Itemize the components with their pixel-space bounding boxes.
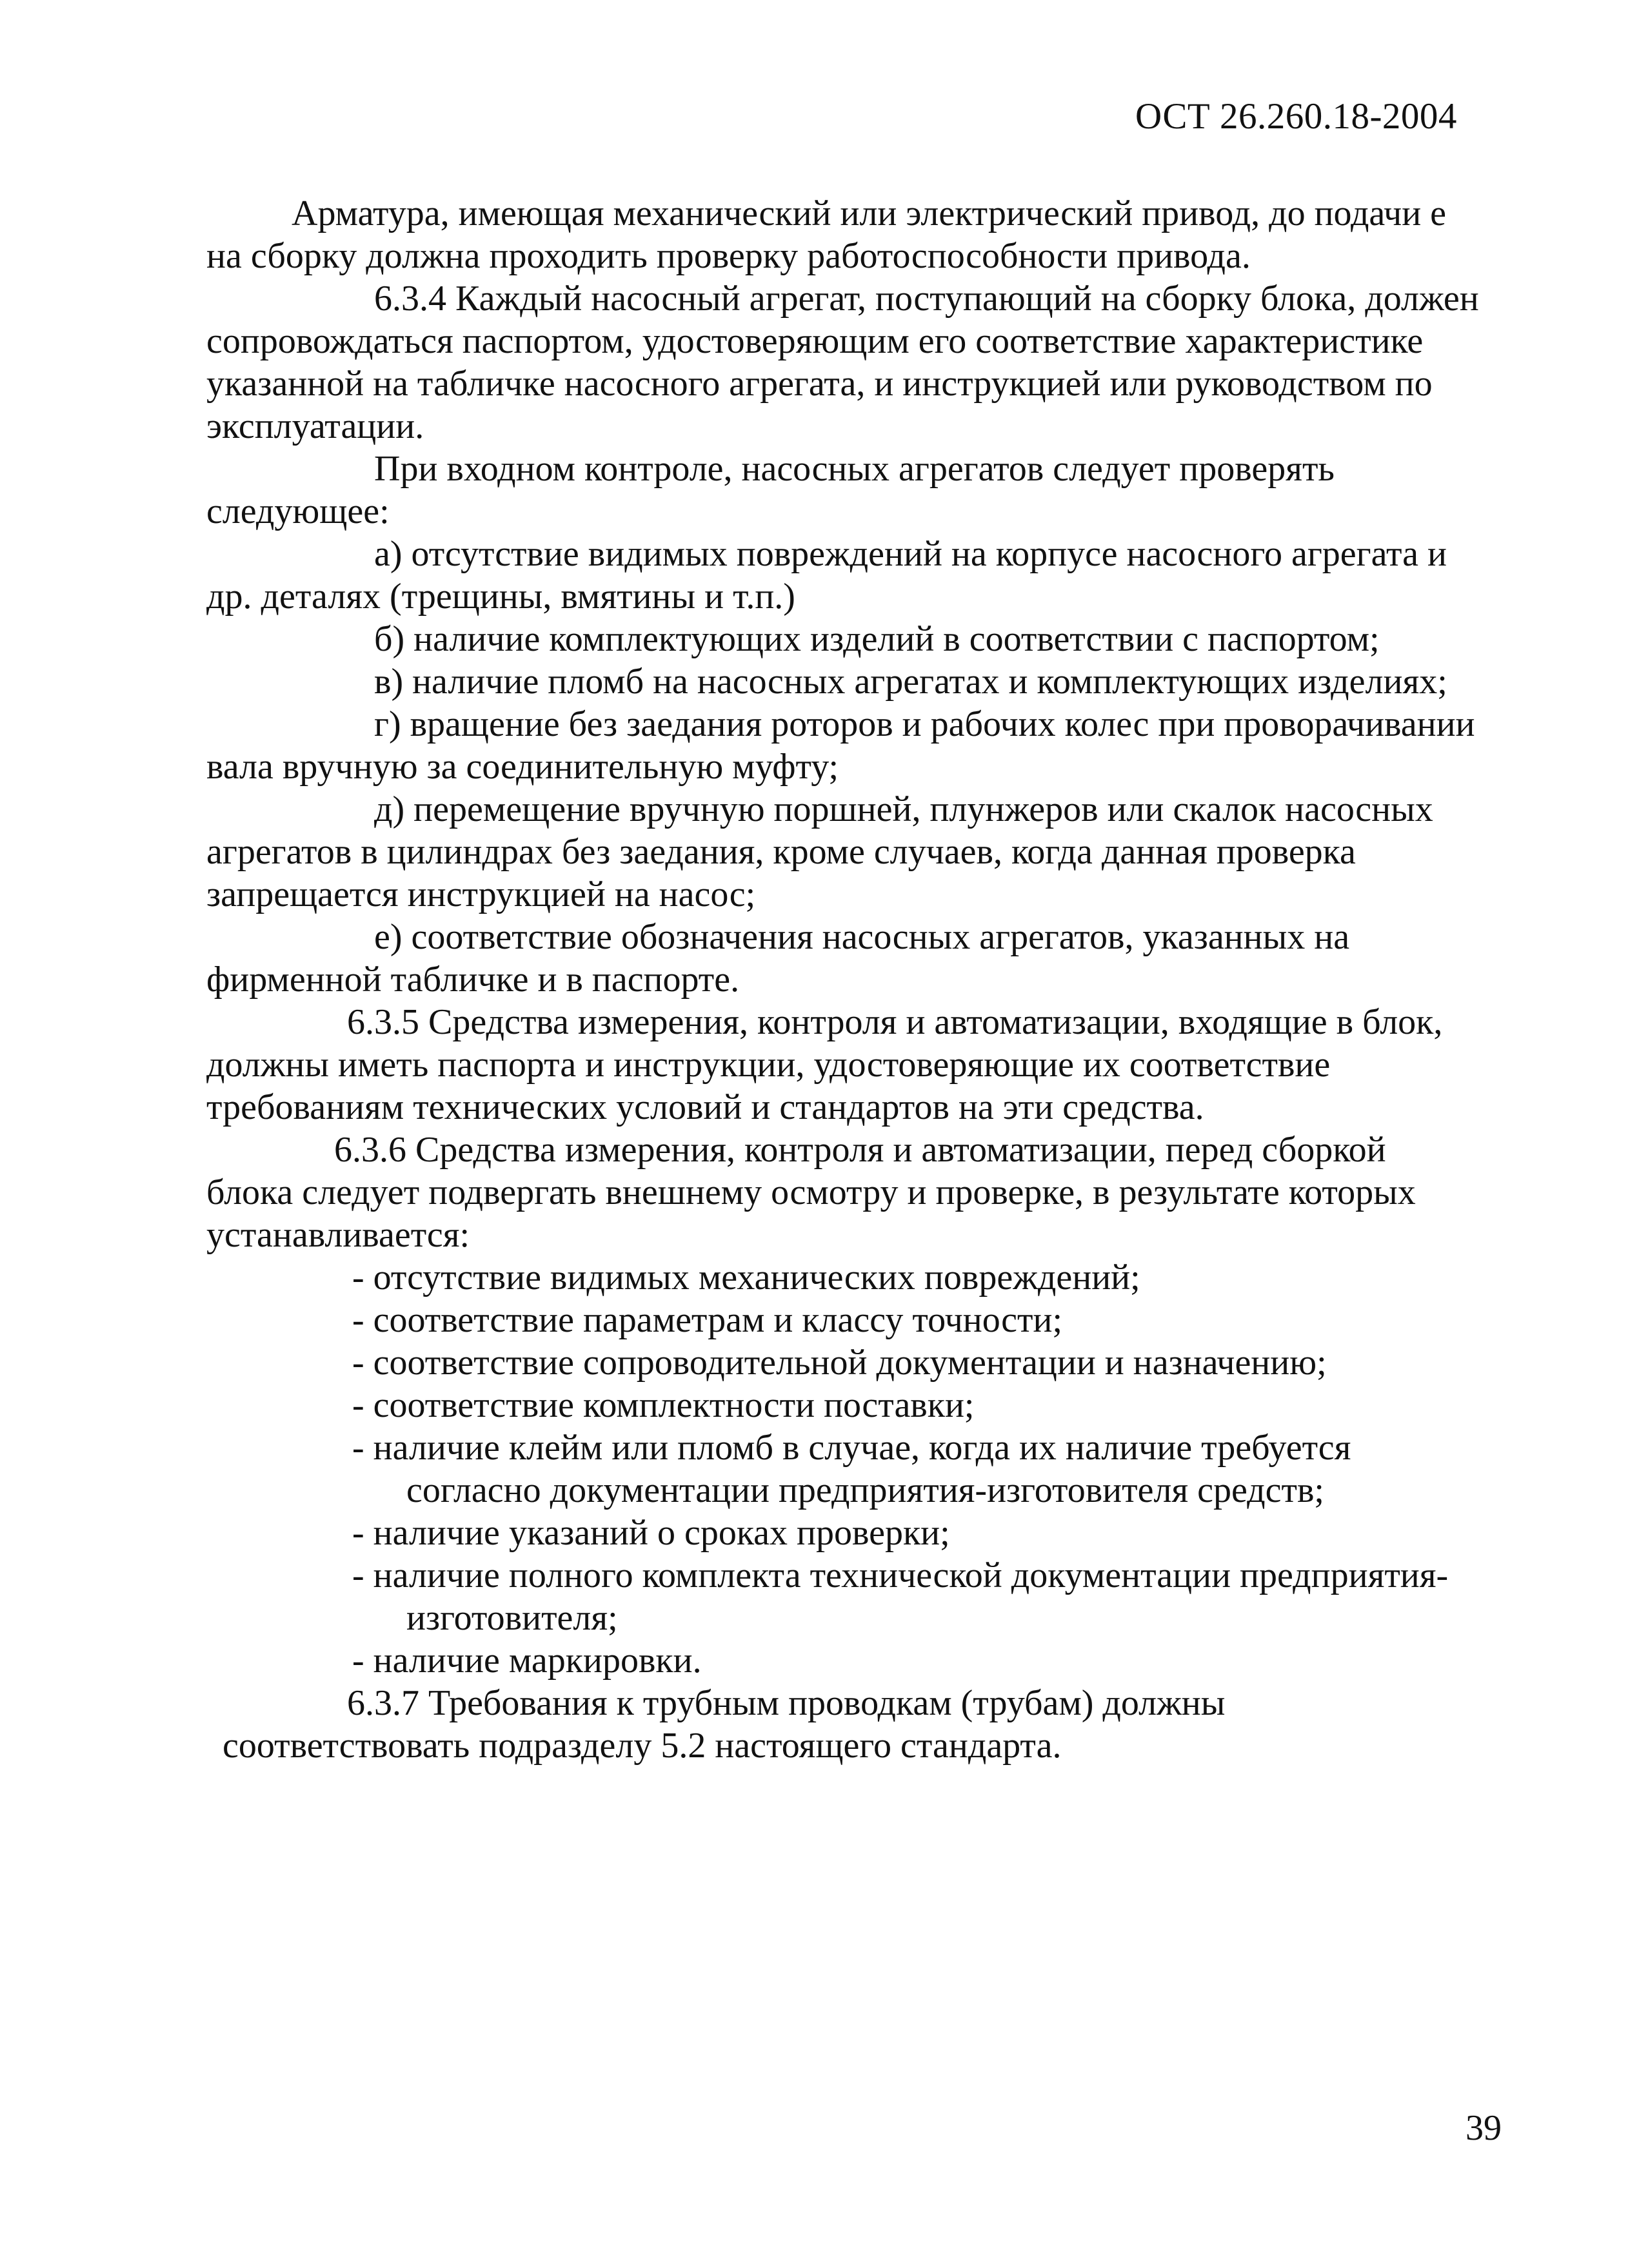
list-item: - соответствие параметрам и классу точности; — [352, 1300, 1062, 1340]
text-line: запрещается инструкцией на насос; — [206, 874, 756, 914]
text-line: б) наличие комплектующих изделий в соответствии с паспортом; — [374, 619, 1380, 659]
text-line: др. деталях (трещины, вмятины и т.п.) — [206, 577, 795, 616]
list-item: - наличие клейм или пломб в случае, когда их наличие требуется — [352, 1428, 1351, 1468]
text-line: следующее: — [206, 491, 390, 531]
list-item: - соответствие комплектности поставки; — [352, 1385, 975, 1425]
text-line: сопровождаться паспортом, удостоверяющим его соответствие характеристике — [206, 321, 1424, 361]
text-line: При входном контроле, насосных агрегатов следует проверять — [374, 449, 1335, 489]
text-line: блока следует подвергать внешнему осмотру и проверке, в результате которых — [206, 1172, 1416, 1212]
text-line: устанавливается: — [206, 1215, 470, 1255]
text-line: д) перемещение вручную поршней, плунжеров или скалок насосных — [374, 789, 1433, 829]
page-number: 39 — [1466, 2108, 1502, 2148]
list-item: - отсутствие видимых механических повреждений; — [352, 1257, 1140, 1297]
text-line: соответствовать подразделу 5.2 настоящего стандарта. — [223, 1726, 1062, 1766]
text-line: фирменной табличке и в паспорте. — [206, 960, 740, 1000]
list-item: - наличие указаний о сроках проверки; — [352, 1513, 950, 1553]
text-line: 6.3.5 Средства измерения, контроля и автоматизации, входящие в блок, — [347, 1002, 1443, 1042]
text-line: указанной на табличке насосного агрегата, и инструкцией или руководством по — [206, 364, 1433, 404]
list-item: - соответствие сопроводительной документации и назначению; — [352, 1343, 1327, 1383]
text-line: г) вращение без заедания роторов и рабочих колес при проворачивании — [374, 704, 1475, 744]
list-item: - наличие полного комплекта технической документации предприятия- — [352, 1555, 1449, 1595]
text-line: е) соответствие обозначения насосных агрегатов, указанных на — [374, 917, 1350, 957]
text-line: в) наличие пломб на насосных агрегатах и комплектующих изделиях; — [374, 662, 1447, 702]
text-line: а) отсутствие видимых повреждений на корпусе насосного агрегата и — [374, 534, 1447, 574]
text-line: согласно документации предприятия-изготовителя средств; — [406, 1470, 1324, 1510]
text-line: изготовителя; — [406, 1598, 618, 1638]
text-line: 6.3.6 Средства измерения, контроля и автоматизации, перед сборкой — [334, 1130, 1386, 1170]
text-line: вала вручную за соединительную муфту; — [206, 747, 839, 787]
text-line: 6.3.4 Каждый насосный агрегат, поступающий на сборку блока, должен — [374, 279, 1479, 319]
text-line: эксплуатации. — [206, 406, 424, 446]
text-line: на сборку должна проходить проверку работоспособности привода. — [206, 236, 1251, 276]
list-item: - наличие маркировки. — [352, 1641, 702, 1681]
text-line: 6.3.7 Требования к трубным проводкам (трубам) должны — [347, 1683, 1226, 1723]
text-line: должны иметь паспорта и инструкции, удостоверяющие их соответствие — [206, 1045, 1331, 1085]
text-line: Арматура, имеющая механический или электрический привод, до подачи е — [292, 193, 1447, 233]
text-line: требованиям технических условий и стандартов на эти средства. — [206, 1087, 1204, 1127]
document-code: ОСТ 26.260.18-2004 — [1135, 96, 1457, 137]
text-line: агрегатов в цилиндрах без заедания, кроме случаев, когда данная проверка — [206, 832, 1356, 872]
